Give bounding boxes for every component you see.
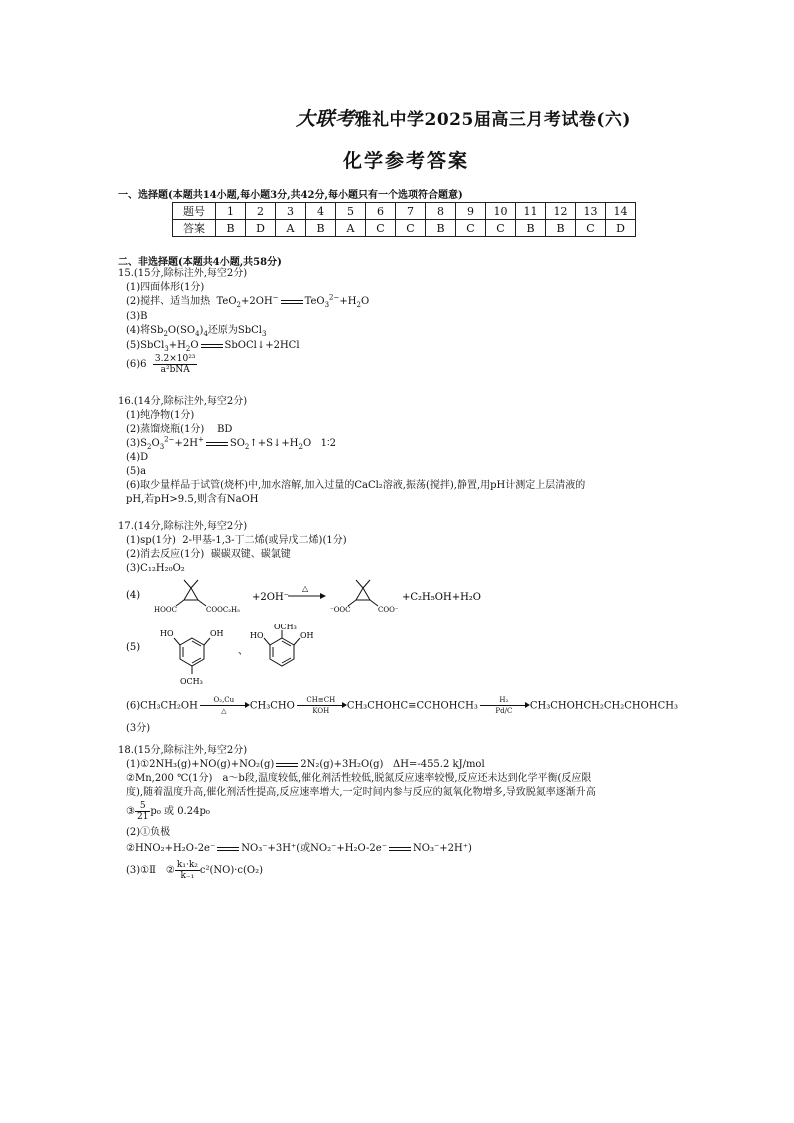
hydroxyl-group: OH	[300, 631, 314, 640]
table-cell-answer: B	[546, 220, 576, 237]
q17-answer-3: (3)C₁₂H₂₀O₂	[126, 563, 185, 574]
methoxy-group: OCH₃	[274, 624, 297, 631]
q16-answer-4: (4)D	[126, 452, 149, 463]
hydroxide-reagent: +2OH⁻	[252, 592, 289, 603]
table-cell-answer: B	[426, 220, 456, 237]
synthesis-arrow-1: O₂,Cu △	[198, 694, 250, 718]
q15-answer-2: (2)搅拌、适当加热 TeO$_2$+2OH− $TeO_3^{2-}+H_2O$	[126, 293, 370, 309]
table-cell-number: 12	[546, 203, 576, 220]
q18-answer-2-1: (2)①负极	[126, 827, 171, 838]
table-cell-number: 10	[486, 203, 516, 220]
q17-title: 17.(14分,除标注外,每空2分)	[118, 521, 248, 532]
table-cell-number: 3	[276, 203, 306, 220]
table-cell-number: 11	[516, 203, 546, 220]
cyclopropane-ester-structure	[176, 580, 206, 606]
page-title: 化学参考答案	[343, 150, 470, 172]
q16-answer-6-line2: pH,若pH>9.5,则含有NaOH	[126, 494, 259, 505]
table-cell-answer: C	[486, 220, 516, 237]
q15-answer-6: (6)6 $\frac{\text{3.2×10²³}}{\text{a²bNA}}$	[126, 354, 196, 375]
table-cell-answer: A	[276, 220, 306, 237]
table-cell-answer: B	[306, 220, 336, 237]
section1-heading: 一、选择题(本题共14小题,每小题3分,共42分,每小题只有一个选项符合题意)	[118, 190, 463, 201]
table-label-answer: 答案	[173, 220, 216, 237]
cyclopropane-carboxylate-structure	[348, 580, 378, 606]
q17-5-label: (5)	[126, 642, 141, 653]
table-cell-number: 6	[366, 203, 396, 220]
answer-table-number-row	[173, 203, 636, 220]
q16-answer-3: $(3)S_2O_3^{2-}+2H^+$ $SO_2↑+S↓+H_2O$ 1∶2	[126, 435, 336, 451]
table-cell-number: 7	[396, 203, 426, 220]
table-cell-number: 8	[426, 203, 456, 220]
carboxylate-right-group: COO⁻	[378, 606, 399, 614]
q17-answer-2: (2)消去反应(1分) 碳碳双键、碳氯键	[126, 549, 291, 560]
reaction-arrow-head	[320, 593, 326, 599]
q15-fraction: $\frac{\text{3.2×10²³}}{\text{a²bNA}}$	[154, 354, 196, 375]
benzene-ring-2	[264, 630, 300, 666]
benzene-ring-1	[174, 638, 210, 674]
synthesis-arrow-2: CH≡CH KOH	[295, 694, 347, 718]
table-cell-answer: D	[606, 220, 636, 237]
table-label-number: 题号	[173, 203, 216, 220]
q18-answer-1-2-line1: ②Mn,200 ℃(1分) a～b段,温度较低,催化剂活性较低,脱氮反应速率较慢,反应还未达到化学平衡(反应限	[126, 773, 592, 784]
structure-separator: 、	[238, 646, 248, 657]
q16-answer-6-line1: (6)取少量样品于试管(烧杯)中,加水溶解,加入过量的CaCl₂溶液,振荡(搅拌),静置,用pH计测定上层清液的	[126, 480, 586, 491]
table-cell-answer: D	[246, 220, 276, 237]
q16-answer-1: (1)纯净物(1分)	[126, 410, 195, 421]
q15-answer-5: $(5)SbCl_3+H_2O$ SbOCl↓+2HCl	[126, 340, 300, 353]
q17-answer-6: (6)CH₃CH₂OH O₂,Cu △ CH₃CHO CH≡CH KOH CH₃CHOHC≡CCHOHCH₃ $\frac{\text{H₂}}{Pd/C}$ CH₃CHOHCH₂CH₂CHOHCH₃	[126, 694, 678, 718]
q17-answer-5-structures	[126, 624, 346, 694]
table-cell-answer: B	[216, 220, 246, 237]
q15-answer-4: (4)将$Sb_2O(SO_4)_4$还原为SbCl$_3$	[126, 325, 267, 338]
table-cell-number: 13	[576, 203, 606, 220]
q15-answer-3: (3)B	[126, 311, 148, 322]
table-cell-number: 9	[456, 203, 486, 220]
exam-title	[296, 104, 631, 131]
q17-4-label: (4)	[126, 590, 141, 601]
table-cell-answer: A	[336, 220, 366, 237]
answer-table-answer-row	[173, 220, 636, 237]
exam-title-text: 雅礼中学2025届高三月考试卷(六)	[354, 110, 631, 130]
q16-title: 16.(14分,除标注外,每空2分)	[118, 396, 248, 407]
table-cell-answer: C	[366, 220, 396, 237]
hydroxyl-group: OH	[210, 629, 224, 638]
hydroxyl-group: HO	[160, 629, 174, 638]
heat-condition: △	[302, 584, 309, 593]
q18-answer-1-1: (1)①2NH₃(g)+NO(g)+NO₂(g) 2N₂(g)+3H₂O(g) ΔH=-455.2 kJ/mol	[126, 759, 485, 770]
q18-fraction-2: $\frac{\text{k₁·k₂}}{\text{k₋₁}}$	[176, 860, 198, 881]
table-cell-answer: B	[516, 220, 546, 237]
answer-table	[172, 202, 636, 237]
q17-answer-6-score: (3分)	[126, 723, 151, 734]
carboxylate-left-group: ⁻OOC	[330, 606, 351, 614]
table-cell-number: 5	[336, 203, 366, 220]
cooet-group: COOC₂H₅	[206, 606, 240, 614]
table-cell-answer: C	[396, 220, 426, 237]
q16-answer-5: (5)a	[126, 466, 147, 477]
q18-fraction-1: $\frac{5}{21}$	[136, 801, 149, 822]
q18-answer-1-3: ③ $\frac{5}{21}$ p₀ 或 0.24p₀	[126, 801, 210, 822]
q18-title: 18.(15分,除标注外,每空2分)	[118, 745, 248, 756]
table-cell-answer: C	[576, 220, 606, 237]
methoxy-group: OCH₃	[180, 677, 203, 686]
q18-answer-2-2: ②HNO₂+H₂O-2e⁻ NO₃⁻+3H⁺(或NO₂⁻+H₂O-2e⁻ NO₃⁻+2H⁺)	[126, 843, 472, 854]
table-cell-number: 4	[306, 203, 336, 220]
reaction-products: +C₂H₅OH+H₂O	[402, 592, 481, 603]
q15-answer-1: (1)四面体形(1分)	[126, 282, 205, 293]
hydroxyl-group: HO	[250, 631, 264, 640]
section2-heading: 二、非选择题(本题共4小题,共58分)	[118, 257, 282, 268]
table-cell-number: 14	[606, 203, 636, 220]
synthesis-arrow-3: $\frac{\text{H₂}}{Pd/C}$	[478, 694, 530, 718]
q17-answer-4-reaction	[126, 574, 486, 622]
q18-answer-3: (3)①Ⅱ ② $\frac{\text{k₁·k₂}}{\text{k₋₁}}$ c²(NO)·c(O₂)	[126, 860, 264, 881]
q17-answer-1: (1)sp(1分) 2-甲基-1,3-丁二烯(或异戊二烯)(1分)	[126, 535, 347, 546]
hooc-group: HOOC	[154, 606, 177, 614]
brand-logo: 大联考	[296, 108, 355, 130]
table-cell-number: 2	[246, 203, 276, 220]
table-cell-number: 1	[216, 203, 246, 220]
q16-answer-2: (2)蒸馏烧瓶(1分) BD	[126, 424, 233, 435]
q15-title: 15.(15分,除标注外,每空2分)	[118, 268, 248, 279]
q18-answer-1-2-line2: 度),随着温度升高,催化剂活性提高,反应速率增大,一定时间内参与反应的氮氧化物增多,导致脱氮率逐渐升高	[126, 787, 596, 798]
table-cell-answer: C	[456, 220, 486, 237]
